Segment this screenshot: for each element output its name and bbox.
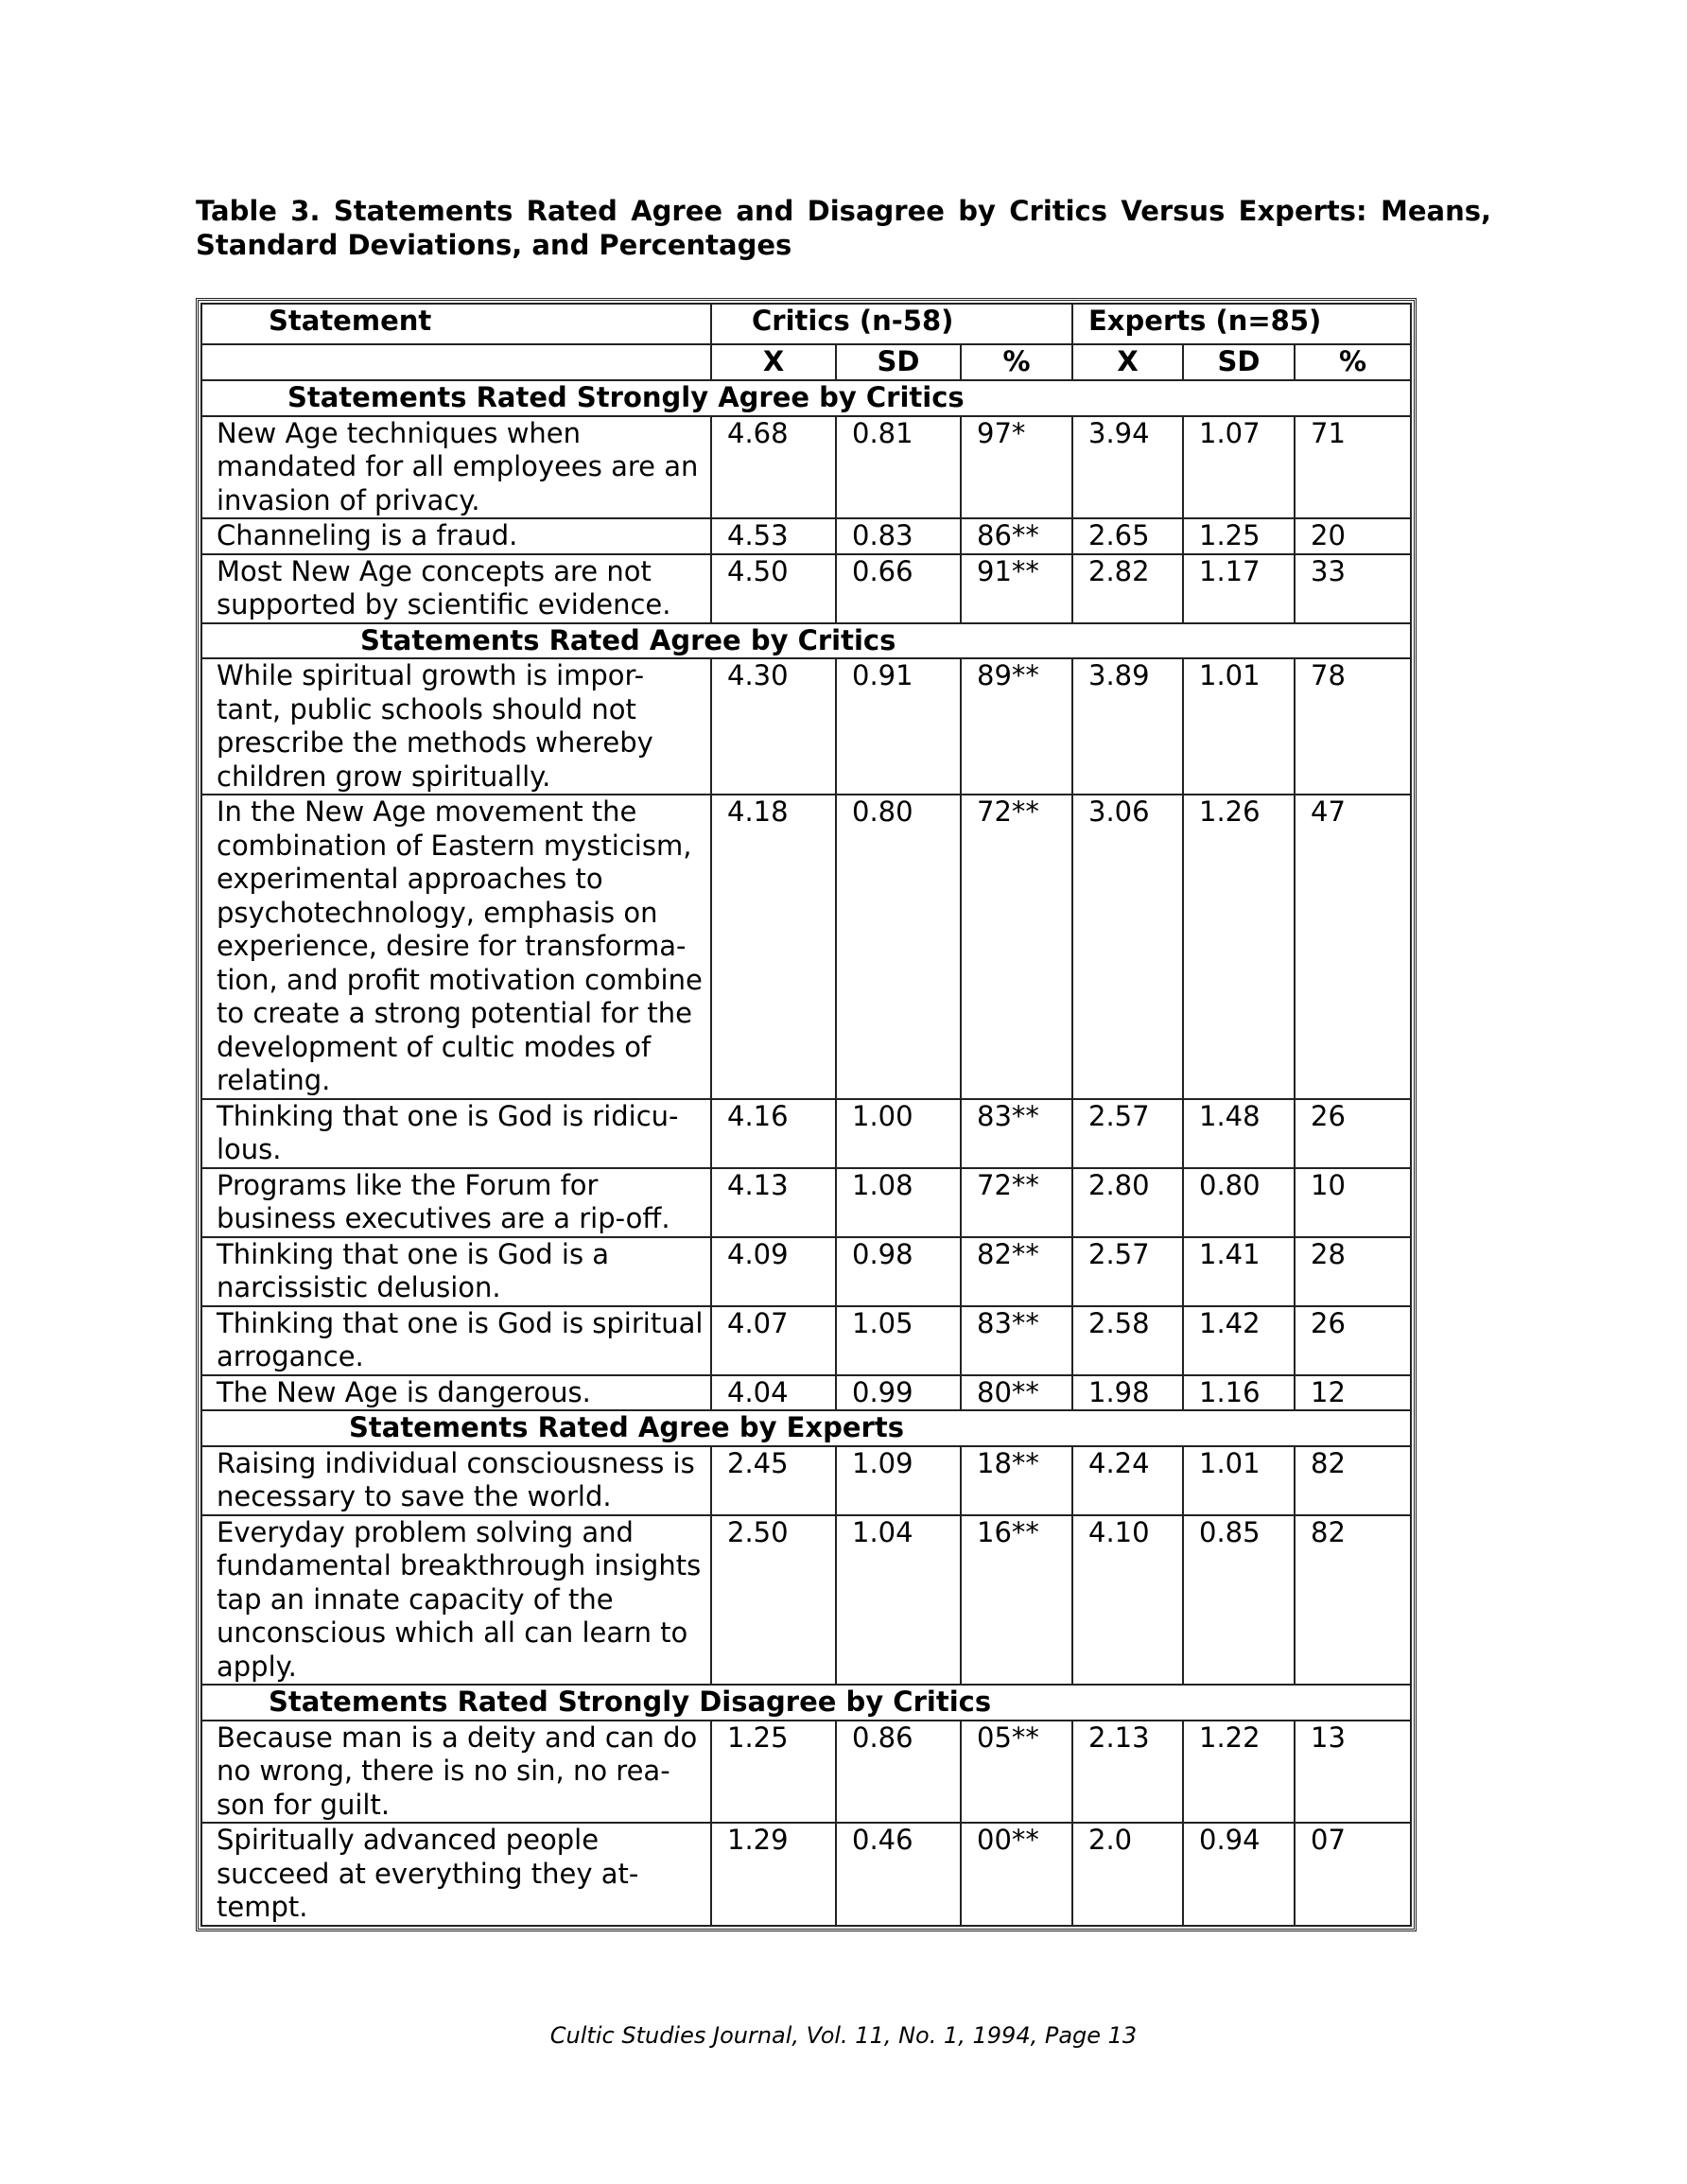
critics-sd-cell: 1.05 <box>836 1306 961 1375</box>
page-footer: Cultic Studies Journal, Vol. 11, No. 1, 1994, Page 13 <box>549 2022 1138 2049</box>
critics-pct-cell: 83** <box>961 1306 1072 1375</box>
critics-sd-cell: 1.09 <box>836 1446 961 1515</box>
critics-x-cell: 4.09 <box>711 1237 836 1306</box>
table-row <box>201 1446 1411 1515</box>
critics-sd-cell: 0.81 <box>836 416 961 519</box>
critics-sd-cell: 0.46 <box>836 1823 961 1926</box>
critics-sd-cell: 0.98 <box>836 1237 961 1306</box>
table-row <box>201 1237 1411 1306</box>
critics-pct-cell: 72** <box>961 1168 1072 1237</box>
critics-x-cell: 4.18 <box>711 795 836 1099</box>
critics-pct-cell: 82** <box>961 1237 1072 1306</box>
critics-pct-cell: 83** <box>961 1099 1072 1168</box>
statement-cell: Spiritually advanced people succeed at everything they at-tempt. <box>201 1823 711 1926</box>
table-row <box>201 554 1411 623</box>
experts-x-cell: 3.94 <box>1072 416 1183 519</box>
experts-pct-cell: 33 <box>1295 554 1411 623</box>
header-critics-sd: SD <box>836 344 961 380</box>
statement-cell: Channeling is a fraud. <box>201 518 711 554</box>
table-row <box>201 1306 1411 1375</box>
critics-x-cell: 4.30 <box>711 658 836 795</box>
table-row <box>201 795 1411 1099</box>
experts-pct-cell: 26 <box>1295 1306 1411 1375</box>
critics-pct-cell: 97* <box>961 416 1072 519</box>
experts-x-cell: 2.80 <box>1072 1168 1183 1237</box>
experts-sd-cell: 1.25 <box>1183 518 1295 554</box>
statement-cell: While spiritual growth is impor-tant, public schools should not prescribe the methods whereby children grow spiritually. <box>201 658 711 795</box>
experts-sd-cell: 1.17 <box>1183 554 1295 623</box>
statement-cell: Thinking that one is God is ridicu-lous. <box>201 1099 711 1168</box>
statement-cell: Because man is a deity and can do no wrong, there is no sin, no rea-son for guilt. <box>201 1721 711 1824</box>
critics-x-cell: 4.53 <box>711 518 836 554</box>
header-blank <box>201 344 711 380</box>
experts-pct-cell: 78 <box>1295 658 1411 795</box>
critics-pct-cell: 00** <box>961 1823 1072 1926</box>
statement-cell: The New Age is dangerous. <box>201 1375 711 1411</box>
critics-sd-cell: 0.80 <box>836 795 961 1099</box>
critics-pct-cell: 16** <box>961 1515 1072 1686</box>
table-row <box>201 1099 1411 1168</box>
section-label: Statements Rated Agree by Experts <box>201 1410 1411 1446</box>
critics-x-cell: 1.25 <box>711 1721 836 1824</box>
section-label: Statements Rated Strongly Agree by Critics <box>201 380 1411 416</box>
experts-pct-cell: 82 <box>1295 1446 1411 1515</box>
critics-pct-cell: 80** <box>961 1375 1072 1411</box>
experts-sd-cell: 1.01 <box>1183 1446 1295 1515</box>
header-experts-sd: SD <box>1183 344 1295 380</box>
experts-x-cell: 2.0 <box>1072 1823 1183 1926</box>
experts-sd-cell: 1.07 <box>1183 416 1295 519</box>
critics-pct-cell: 86** <box>961 518 1072 554</box>
statement-cell: New Age techniques when mandated for all employees are an invasion of privacy. <box>201 416 711 519</box>
critics-sd-cell: 1.08 <box>836 1168 961 1237</box>
critics-sd-cell: 0.66 <box>836 554 961 623</box>
statement-cell: In the New Age movement the combination of Eastern mysticism, experimental approaches to psychotechnology, emphasis on experience, desire for transforma-tion, and profit motivation combine to create a strong potential for the development of cultic modes of relating. <box>201 795 711 1099</box>
header-statement: Statement <box>201 304 711 344</box>
header-critics-x: X <box>711 344 836 380</box>
section-header-row <box>201 380 1411 416</box>
experts-sd-cell: 1.26 <box>1183 795 1295 1099</box>
header-experts: Experts (n=85) <box>1072 304 1411 344</box>
table-row <box>201 1515 1411 1686</box>
experts-sd-cell: 1.48 <box>1183 1099 1295 1168</box>
table-row <box>201 1823 1411 1926</box>
statement-cell: Most New Age concepts are not supported by scientific evidence. <box>201 554 711 623</box>
header-experts-pct: % <box>1295 344 1411 380</box>
critics-x-cell: 4.16 <box>711 1099 836 1168</box>
critics-sd-cell: 0.91 <box>836 658 961 795</box>
critics-pct-cell: 91** <box>961 554 1072 623</box>
table-row <box>201 1375 1411 1411</box>
critics-x-cell: 4.68 <box>711 416 836 519</box>
critics-sd-cell: 0.83 <box>836 518 961 554</box>
experts-sd-cell: 1.41 <box>1183 1237 1295 1306</box>
header-critics-pct: % <box>961 344 1072 380</box>
experts-sd-cell: 1.22 <box>1183 1721 1295 1824</box>
section-label: Statements Rated Strongly Disagree by Critics <box>201 1685 1411 1721</box>
section-header-row <box>201 1685 1411 1721</box>
section-header-row <box>201 1410 1411 1446</box>
header-row-stats <box>201 344 1411 380</box>
experts-x-cell: 2.82 <box>1072 554 1183 623</box>
experts-x-cell: 1.98 <box>1072 1375 1183 1411</box>
experts-pct-cell: 28 <box>1295 1237 1411 1306</box>
experts-x-cell: 2.65 <box>1072 518 1183 554</box>
experts-x-cell: 4.10 <box>1072 1515 1183 1686</box>
critics-x-cell: 2.50 <box>711 1515 836 1686</box>
statement-cell: Thinking that one is God is spiritual arrogance. <box>201 1306 711 1375</box>
critics-pct-cell: 89** <box>961 658 1072 795</box>
experts-sd-cell: 1.01 <box>1183 658 1295 795</box>
experts-pct-cell: 71 <box>1295 416 1411 519</box>
experts-sd-cell: 0.80 <box>1183 1168 1295 1237</box>
experts-x-cell: 2.57 <box>1072 1237 1183 1306</box>
section-label: Statements Rated Agree by Critics <box>201 623 1411 659</box>
table-title-line2: Standard Deviations, and Percentages <box>196 229 792 261</box>
header-experts-x: X <box>1072 344 1183 380</box>
experts-sd-cell: 1.16 <box>1183 1375 1295 1411</box>
section-header-row <box>201 623 1411 659</box>
statement-cell: Thinking that one is God is a narcissistic delusion. <box>201 1237 711 1306</box>
table-row <box>201 416 1411 519</box>
header-row-groups <box>201 304 1411 344</box>
experts-x-cell: 4.24 <box>1072 1446 1183 1515</box>
experts-pct-cell: 07 <box>1295 1823 1411 1926</box>
critics-sd-cell: 0.99 <box>836 1375 961 1411</box>
experts-pct-cell: 13 <box>1295 1721 1411 1824</box>
table-row <box>201 518 1411 554</box>
experts-pct-cell: 10 <box>1295 1168 1411 1237</box>
table-row <box>201 1168 1411 1237</box>
experts-sd-cell: 0.94 <box>1183 1823 1295 1926</box>
data-table <box>200 303 1412 1927</box>
data-table-frame <box>196 298 1417 1931</box>
experts-pct-cell: 47 <box>1295 795 1411 1099</box>
table-row <box>201 1721 1411 1824</box>
experts-pct-cell: 12 <box>1295 1375 1411 1411</box>
statement-cell: Programs like the Forum for business executives are a rip-off. <box>201 1168 711 1237</box>
header-critics: Critics (n-58) <box>711 304 1072 344</box>
statement-cell: Raising individual consciousness is necessary to save the world. <box>201 1446 711 1515</box>
table-title <box>196 194 1491 262</box>
experts-x-cell: 3.89 <box>1072 658 1183 795</box>
experts-x-cell: 3.06 <box>1072 795 1183 1099</box>
experts-pct-cell: 82 <box>1295 1515 1411 1686</box>
critics-pct-cell: 72** <box>961 795 1072 1099</box>
critics-x-cell: 4.04 <box>711 1375 836 1411</box>
experts-x-cell: 2.58 <box>1072 1306 1183 1375</box>
critics-pct-cell: 05** <box>961 1721 1072 1824</box>
critics-x-cell: 2.45 <box>711 1446 836 1515</box>
critics-pct-cell: 18** <box>961 1446 1072 1515</box>
experts-x-cell: 2.57 <box>1072 1099 1183 1168</box>
critics-x-cell: 4.50 <box>711 554 836 623</box>
critics-sd-cell: 1.00 <box>836 1099 961 1168</box>
critics-sd-cell: 0.86 <box>836 1721 961 1824</box>
experts-sd-cell: 0.85 <box>1183 1515 1295 1686</box>
critics-x-cell: 4.07 <box>711 1306 836 1375</box>
critics-sd-cell: 1.04 <box>836 1515 961 1686</box>
experts-x-cell: 2.13 <box>1072 1721 1183 1824</box>
statement-cell: Everyday problem solving and fundamental breakthrough insights tap an innate capacity of the unconscious which all can learn to apply. <box>201 1515 711 1686</box>
experts-sd-cell: 1.42 <box>1183 1306 1295 1375</box>
experts-pct-cell: 20 <box>1295 518 1411 554</box>
table-body <box>201 380 1411 1926</box>
critics-x-cell: 1.29 <box>711 1823 836 1926</box>
table-title-line1: Table 3. Statements Rated Agree and Disagree by Critics Versus Experts: Means, <box>196 195 1491 227</box>
experts-pct-cell: 26 <box>1295 1099 1411 1168</box>
table-row <box>201 658 1411 795</box>
critics-x-cell: 4.13 <box>711 1168 836 1237</box>
